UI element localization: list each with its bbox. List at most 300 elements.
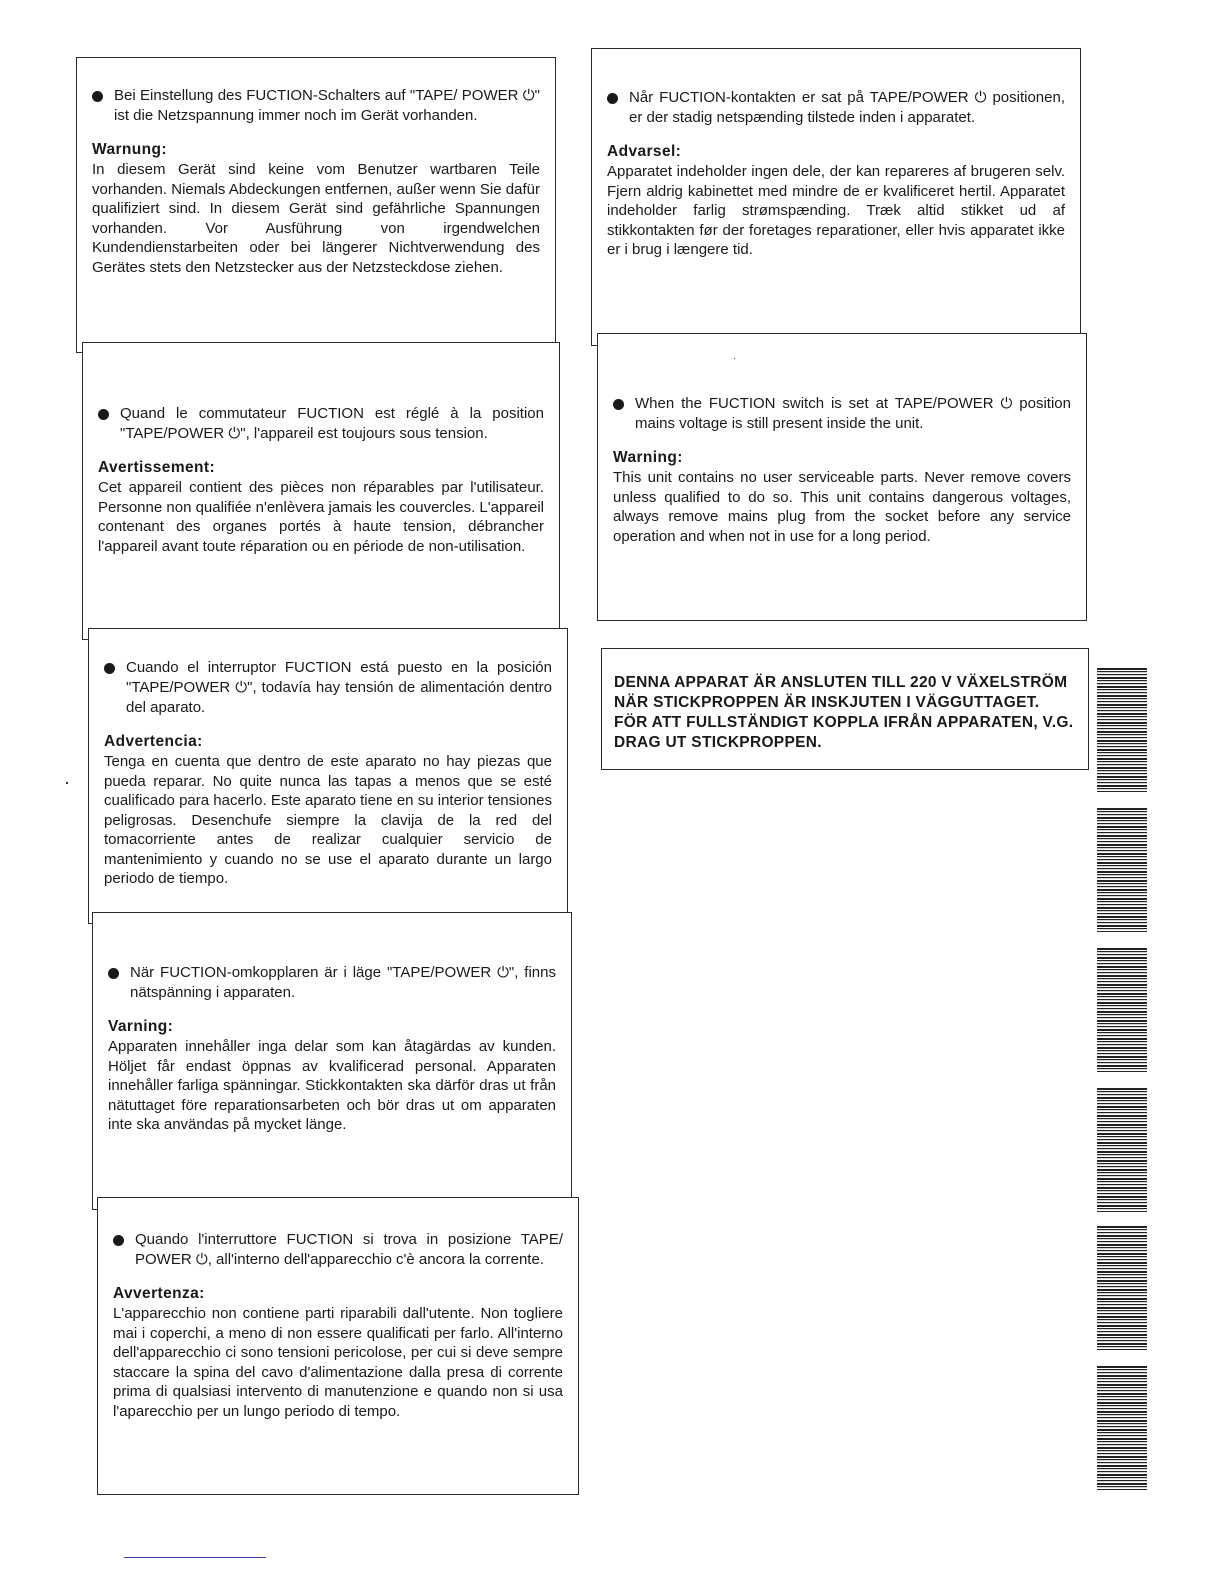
barcode-line <box>1097 1316 1147 1318</box>
barcode-line <box>1097 820 1147 821</box>
barcode-line <box>1097 1346 1147 1347</box>
warning-title: Avvertenza: <box>113 1285 205 1302</box>
barcode-line <box>1097 1402 1147 1404</box>
barcode-line <box>1097 892 1147 893</box>
barcode-line <box>1097 1462 1147 1463</box>
barcode-line <box>1097 1390 1147 1391</box>
barcode-line <box>1097 874 1147 875</box>
barcode-line <box>1097 1026 1147 1027</box>
scan-speck <box>734 358 735 359</box>
barcode-line <box>1097 823 1147 824</box>
barcode-icon <box>1097 808 1147 932</box>
barcode-line <box>1097 859 1147 860</box>
barcode-line <box>1097 1139 1147 1140</box>
barcode-line <box>1097 1145 1147 1146</box>
barcode-line <box>1097 895 1147 896</box>
scan-speck <box>66 782 68 784</box>
barcode-line <box>1097 743 1147 744</box>
bullet-dot-icon <box>98 409 109 420</box>
barcode-line <box>1097 913 1147 914</box>
barcode-line <box>1097 731 1147 733</box>
barcode-line <box>1097 1280 1147 1282</box>
barcode-line <box>1097 960 1147 961</box>
warning-body: L'apparecchio non contiene parti riparabili dall'utente. Non togliere mai i coperchi, a meno di non essere qualificati per farlo. All'interno dell'apparecchio ci sono tensioni pericolose, per cui si deve sempre staccare la spina del cavo d'alimentazione dalla presa di corrente prima di qualsiasi intervento di manutenzione e quando non si usa l'aparecchio per un lungo periodo di tempo. <box>113 1305 563 1420</box>
bullet-dot-icon <box>113 1235 124 1246</box>
barcode-line <box>1097 841 1147 842</box>
barcode-line <box>1097 1181 1147 1182</box>
barcode-line <box>1097 1381 1147 1382</box>
barcode-line <box>1097 1247 1147 1248</box>
barcode-line <box>1097 713 1147 715</box>
barcode-line <box>1097 770 1147 771</box>
barcode-line <box>1097 695 1147 697</box>
warning-body: This unit contains no user serviceable parts. Never remove covers unless qualified to do so. This unit contains dangerous voltages, always remove mains plug from the socket before any service operation and when not in use for a long period. <box>613 469 1071 545</box>
barcode-line <box>1097 1029 1147 1031</box>
barcode-strip-5 <box>1097 1226 1147 1350</box>
barcode-line <box>1097 850 1147 851</box>
barcode-line <box>1097 1044 1147 1045</box>
barcode-line <box>1097 883 1147 884</box>
barcode-line <box>1097 1068 1147 1069</box>
barcode-line <box>1097 1411 1147 1413</box>
barcode-line <box>1097 972 1147 973</box>
warning-title: Advarsel: <box>607 143 682 160</box>
barcode-line <box>1097 811 1147 812</box>
barcode-strip-4 <box>1097 1088 1147 1212</box>
barcode-line <box>1097 1375 1147 1377</box>
barcode-line <box>1097 1253 1147 1255</box>
barcode-icon <box>1097 1088 1147 1212</box>
barcode-line <box>1097 1453 1147 1454</box>
barcode-line <box>1097 710 1147 711</box>
barcode-line <box>1097 1396 1147 1397</box>
barcode-line <box>1097 1274 1147 1275</box>
barcode-line <box>1097 1289 1147 1291</box>
barcode-line <box>1097 1232 1147 1233</box>
barcode-line <box>1097 987 1147 988</box>
barcode-line <box>1097 814 1147 815</box>
barcode-line <box>1097 722 1147 724</box>
barcode-line <box>1097 957 1147 959</box>
warning-section-german <box>76 86 556 277</box>
swedish-ac-notice <box>601 648 1089 770</box>
barcode-line <box>1097 925 1147 927</box>
barcode-line <box>1097 996 1147 997</box>
barcode-line <box>1097 785 1147 787</box>
barcode-line <box>1097 719 1147 720</box>
barcode-line <box>1097 886 1147 887</box>
barcode-line <box>1097 773 1147 774</box>
barcode-line <box>1097 853 1147 855</box>
barcode-line <box>1097 1432 1147 1433</box>
barcode-line <box>1097 1190 1147 1191</box>
warning-section-spanish <box>88 658 568 889</box>
barcode-line <box>1097 1408 1147 1409</box>
barcode-line <box>1097 1172 1147 1173</box>
barcode-line <box>1097 1118 1147 1119</box>
barcode-line <box>1097 1136 1147 1137</box>
barcode-line <box>1097 1319 1147 1320</box>
barcode-line <box>1097 689 1147 690</box>
barcode-line <box>1097 767 1147 769</box>
footer-line <box>124 1557 266 1558</box>
barcode-icon <box>1097 948 1147 1072</box>
barcode-line <box>1097 862 1147 864</box>
barcode-line <box>1097 1038 1147 1040</box>
warning-title: Warning: <box>613 449 683 466</box>
warning-section-danish <box>591 88 1081 260</box>
barcode-line <box>1097 1295 1147 1296</box>
barcode-line <box>1097 984 1147 986</box>
barcode-line <box>1097 1259 1147 1260</box>
barcode-line <box>1097 966 1147 968</box>
barcode-line <box>1097 698 1147 699</box>
barcode-line <box>1097 1465 1147 1467</box>
barcode-line <box>1097 1059 1147 1060</box>
barcode-icon <box>1097 1226 1147 1350</box>
warning-body: In diesem Gerät sind keine vom Benutzer wartbaren Teile vorhanden. Niemals Abdeckungen entfernen, außer wenn Sie dafür qualifiziert sind. In diesem Gerät sind gefährliche Spannungen vorhanden. Vor Ausführung von irgendwelchen Kundendienstarbeiten oder bei längerer Nichtverwendung des Gerätes stets den Netzstecker aus der Netzsteckdose ziehen. <box>92 161 540 276</box>
barcode-line <box>1097 1130 1147 1131</box>
barcode-line <box>1097 1480 1147 1481</box>
barcode-line <box>1097 737 1147 738</box>
barcode-line <box>1097 877 1147 878</box>
barcode-line <box>1097 1184 1147 1185</box>
barcode-line <box>1097 1426 1147 1427</box>
barcode-line <box>1097 671 1147 672</box>
barcode-line <box>1097 740 1147 742</box>
barcode-line <box>1097 1378 1147 1379</box>
barcode-line <box>1097 758 1147 760</box>
barcode-line <box>1097 1471 1147 1472</box>
barcode-line <box>1097 838 1147 839</box>
barcode-line <box>1097 1405 1147 1406</box>
warning-section-french <box>82 404 560 556</box>
barcode-line <box>1097 1322 1147 1323</box>
barcode-line <box>1097 865 1147 866</box>
barcode-line <box>1097 1035 1147 1036</box>
barcode-line <box>1097 1109 1147 1110</box>
barcode-line <box>1097 993 1147 995</box>
barcode-line <box>1097 701 1147 702</box>
barcode-line <box>1097 1193 1147 1194</box>
bullet-dot-icon <box>607 93 618 104</box>
barcode-line <box>1097 761 1147 762</box>
barcode-line <box>1097 951 1147 952</box>
barcode-line <box>1097 1229 1147 1230</box>
barcode-line <box>1097 1489 1147 1490</box>
barcode-line <box>1097 1250 1147 1251</box>
barcode-line <box>1097 1325 1147 1327</box>
barcode-strip-1 <box>1097 668 1147 792</box>
barcode-line <box>1097 1148 1147 1149</box>
barcode-line <box>1097 1166 1147 1167</box>
bullet-text: När FUCTION-omkopplaren är i läge "TAPE/POWER ⏻", finns nätspänning i apparaten. <box>130 964 556 1001</box>
barcode-line <box>1097 907 1147 909</box>
warning-title: Avertissement: <box>98 459 216 476</box>
barcode-line <box>1097 788 1147 789</box>
barcode-line <box>1097 1065 1147 1067</box>
barcode-line <box>1097 1196 1147 1198</box>
barcode-line <box>1097 1106 1147 1108</box>
barcode-line <box>1097 1142 1147 1144</box>
barcode-line <box>1097 832 1147 833</box>
barcode-line <box>1097 1157 1147 1158</box>
barcode-line <box>1097 1178 1147 1180</box>
warning-title: Warnung: <box>92 141 167 158</box>
barcode-line <box>1097 919 1147 920</box>
warning-section-italian <box>97 1230 579 1421</box>
barcode-line <box>1097 1366 1147 1368</box>
barcode-line <box>1097 880 1147 882</box>
barcode-line <box>1097 1298 1147 1300</box>
barcode-line <box>1097 779 1147 780</box>
barcode-line <box>1097 910 1147 911</box>
bullet-text: Når FUCTION-kontakten er sat på TAPE/POWER ⏻ positionen, er der stadig netspænding tilstede inden i apparatet. <box>629 89 1065 126</box>
barcode-line <box>1097 1008 1147 1009</box>
barcode-line <box>1097 1241 1147 1242</box>
barcode-line <box>1097 1088 1147 1090</box>
barcode-line <box>1097 1097 1147 1099</box>
barcode-line <box>1097 680 1147 681</box>
barcode-line <box>1097 1244 1147 1246</box>
barcode-line <box>1097 1160 1147 1162</box>
barcode-line <box>1097 1414 1147 1415</box>
barcode-line <box>1097 1121 1147 1122</box>
swedish-ac-notice-text: DENNA APPARAT ÄR ANSLUTEN TILL 220 V VÄXELSTRÖM NÄR STICKPROPPEN ÄR INSKJUTEN I VÄGGUTTAGET. FÖR ATT FULLSTÄNDIGT KOPPLA IFRÅN APPARATEN, V.G. DRAG UT STICKPROPPEN. <box>614 674 1074 751</box>
barcode-line <box>1097 1017 1147 1018</box>
barcode-line <box>1097 1163 1147 1164</box>
barcode-line <box>1097 1011 1147 1013</box>
barcode-line <box>1097 1292 1147 1293</box>
barcode-line <box>1097 1420 1147 1422</box>
barcode-line <box>1097 1456 1147 1458</box>
barcode-strip-2 <box>1097 808 1147 932</box>
barcode-line <box>1097 1169 1147 1171</box>
barcode-line <box>1097 1468 1147 1469</box>
barcode-line <box>1097 1486 1147 1487</box>
barcode-line <box>1097 999 1147 1000</box>
barcode-line <box>1097 683 1147 684</box>
barcode-line <box>1097 1226 1147 1228</box>
barcode-line <box>1097 1483 1147 1485</box>
barcode-line <box>1097 889 1147 891</box>
barcode-line <box>1097 901 1147 902</box>
barcode-line <box>1097 1199 1147 1200</box>
bullet-dot-icon <box>92 91 103 102</box>
barcode-line <box>1097 990 1147 991</box>
warning-body: Tenga en cuenta que dentro de este aparato no hay piezas que pueda reparar. No quite nunca las tapas a menos que se esté cualificado para hacerlo. Este aparato tiene en su interior tensiones peligrosas. Desenchufe siempre la clavija de la red del tomacorriente antes de realizar cualquier servicio de mantenimiento y cuando no se use el aparato durante un largo periodo de tiempo. <box>104 753 552 887</box>
barcode-line <box>1097 1268 1147 1269</box>
barcode-line <box>1097 776 1147 778</box>
barcode-line <box>1097 978 1147 979</box>
bullet-dot-icon <box>104 663 115 674</box>
barcode-line <box>1097 1056 1147 1058</box>
barcode-line <box>1097 1349 1147 1350</box>
barcode-line <box>1097 1175 1147 1176</box>
barcode-line <box>1097 782 1147 783</box>
barcode-line <box>1097 755 1147 756</box>
barcode-line <box>1097 1115 1147 1117</box>
barcode-line <box>1097 1286 1147 1287</box>
warning-body: Cet appareil contient des pièces non réparables par l'utilisateur. Personne non qualifiée n'enlèvera jamais les couvercles. L'appareil contenant des organes portés à haute tension, débrancher l'appareil avant toute réparation ou en période de non-utilisation. <box>98 479 544 555</box>
barcode-line <box>1097 1094 1147 1095</box>
warning-title: Advertencia: <box>104 733 203 750</box>
barcode-line <box>1097 963 1147 964</box>
barcode-line <box>1097 1112 1147 1113</box>
barcode-line <box>1097 1369 1147 1370</box>
barcode-line <box>1097 1071 1147 1072</box>
barcode-line <box>1097 1337 1147 1338</box>
barcode-line <box>1097 734 1147 735</box>
warning-section-english <box>597 394 1087 546</box>
barcode-line <box>1097 1235 1147 1237</box>
barcode-line <box>1097 1062 1147 1063</box>
barcode-line <box>1097 746 1147 747</box>
bullet-text: Quand le commutateur FUCTION est réglé à la position "TAPE/POWER ⏻", l'appareil est toujours sous tension. <box>120 405 544 442</box>
barcode-line <box>1097 808 1147 810</box>
warning-title: Varning: <box>108 1018 174 1035</box>
barcode-line <box>1097 1262 1147 1264</box>
barcode-strip-6 <box>1097 1366 1147 1490</box>
barcode-line <box>1097 1417 1147 1418</box>
barcode-line <box>1097 829 1147 830</box>
barcode-line <box>1097 704 1147 706</box>
barcode-icon <box>1097 1366 1147 1490</box>
barcode-line <box>1097 1435 1147 1436</box>
barcode-line <box>1097 692 1147 693</box>
barcode-line <box>1097 922 1147 923</box>
barcode-line <box>1097 1211 1147 1212</box>
barcode-line <box>1097 1331 1147 1332</box>
barcode-line <box>1097 1393 1147 1395</box>
barcode-line <box>1097 707 1147 708</box>
barcode-line <box>1097 1151 1147 1153</box>
barcode-line <box>1097 975 1147 977</box>
barcode-strip-3 <box>1097 948 1147 1072</box>
barcode-line <box>1097 916 1147 918</box>
barcode-line <box>1097 791 1147 792</box>
barcode-line <box>1097 856 1147 857</box>
barcode-line <box>1097 1256 1147 1257</box>
barcode-line <box>1097 948 1147 950</box>
barcode-line <box>1097 1304 1147 1305</box>
warning-section-swedish <box>92 963 572 1135</box>
bullet-dot-icon <box>108 968 119 979</box>
warning-body: Apparaten innehåller inga delar som kan åtagärdas av kunden. Höljet får endast öppnas av kvalificerad personal. Apparaten innehåller farliga spänningar. Stickkontakten ska därför dras ut från nätuttaget före reparationsarbeten och bör dras ut om apparaten inte ska användas på mycket länge. <box>108 1038 556 1133</box>
barcode-line <box>1097 764 1147 765</box>
barcode-line <box>1097 1091 1147 1092</box>
barcode-line <box>1097 1202 1147 1203</box>
barcode-line <box>1097 969 1147 970</box>
barcode-line <box>1097 868 1147 869</box>
barcode-line <box>1097 871 1147 873</box>
bullet-text: Cuando el interruptor FUCTION está puesto en la posición "TAPE/POWER ⏻", todavía hay tensión de alimentación dentro del aparato. <box>126 659 552 716</box>
barcode-line <box>1097 677 1147 679</box>
barcode-line <box>1097 1271 1147 1273</box>
bullet-text: Bei Einstellung des FUCTION-Schalters auf "TAPE/ POWER ⏻" ist die Netzspannung immer noch im Gerät vorhanden. <box>114 87 540 124</box>
barcode-line <box>1097 1032 1147 1033</box>
bullet-dot-icon <box>613 399 624 410</box>
bullet-text: Quando l'interruttore FUCTION si trova in posizione TAPE/ POWER ⏻, all'interno dell'apparecchio c'è ancora la corrente. <box>135 1231 563 1268</box>
warning-body: Apparatet indeholder ingen dele, der kan repareres af brugeren selv. Fjern aldrig kabinettet med mindre de er kvalificeret hertil. Apparatet indeholder farlig strømspænding. Træk altid stikket ud af stikkontakten før der foretages reparationer, eller hvis apparatet ikke er i brug i længere tid. <box>607 163 1065 258</box>
barcode-line <box>1097 1307 1147 1309</box>
barcode-line <box>1097 749 1147 751</box>
barcode-line <box>1097 847 1147 848</box>
barcode-line <box>1097 1459 1147 1460</box>
barcode-line <box>1097 1450 1147 1451</box>
barcode-line <box>1097 686 1147 688</box>
barcode-line <box>1097 1014 1147 1015</box>
barcode-line <box>1097 1020 1147 1022</box>
barcode-line <box>1097 1334 1147 1336</box>
barcode-line <box>1097 1265 1147 1266</box>
barcode-line <box>1097 1103 1147 1104</box>
barcode-line <box>1097 1441 1147 1442</box>
barcode-line <box>1097 1124 1147 1126</box>
barcode-line <box>1097 1127 1147 1128</box>
barcode-line <box>1097 1053 1147 1054</box>
barcode-line <box>1097 844 1147 846</box>
barcode-line <box>1097 1023 1147 1024</box>
barcode-line <box>1097 1208 1147 1209</box>
barcode-line <box>1097 1002 1147 1004</box>
barcode-line <box>1097 1447 1147 1449</box>
barcode-line <box>1097 1005 1147 1006</box>
barcode-line <box>1097 898 1147 900</box>
barcode-line <box>1097 954 1147 955</box>
barcode-line <box>1097 1477 1147 1478</box>
barcode-line <box>1097 1050 1147 1051</box>
barcode-line <box>1097 1277 1147 1278</box>
barcode-line <box>1097 1429 1147 1431</box>
barcode-line <box>1097 1205 1147 1207</box>
barcode-line <box>1097 1041 1147 1042</box>
barcode-line <box>1097 668 1147 670</box>
bullet-text: When the FUCTION switch is set at TAPE/POWER ⏻ position mains voltage is still present inside the unit. <box>635 395 1071 432</box>
barcode-line <box>1097 1100 1147 1101</box>
barcode-line <box>1097 928 1147 929</box>
barcode-line <box>1097 1343 1147 1345</box>
barcode-line <box>1097 1154 1147 1155</box>
barcode-line <box>1097 931 1147 932</box>
barcode-line <box>1097 1384 1147 1386</box>
barcode-line <box>1097 1328 1147 1329</box>
barcode-line <box>1097 728 1147 729</box>
barcode-line <box>1097 826 1147 828</box>
barcode-line <box>1097 1423 1147 1424</box>
barcode-line <box>1097 1310 1147 1311</box>
barcode-line <box>1097 674 1147 675</box>
barcode-line <box>1097 904 1147 905</box>
barcode-line <box>1097 835 1147 837</box>
barcode-icon <box>1097 668 1147 792</box>
barcode-line <box>1097 1372 1147 1373</box>
barcode-line <box>1097 1340 1147 1341</box>
barcode-line <box>1097 716 1147 717</box>
barcode-line <box>1097 1283 1147 1284</box>
barcode-line <box>1097 1187 1147 1189</box>
barcode-line <box>1097 725 1147 726</box>
barcode-line <box>1097 1444 1147 1445</box>
barcode-line <box>1097 1301 1147 1302</box>
barcode-line <box>1097 752 1147 753</box>
barcode-line <box>1097 817 1147 819</box>
barcode-line <box>1097 981 1147 982</box>
barcode-line <box>1097 1313 1147 1314</box>
barcode-line <box>1097 1387 1147 1388</box>
barcode-line <box>1097 1133 1147 1135</box>
barcode-line <box>1097 1238 1147 1239</box>
